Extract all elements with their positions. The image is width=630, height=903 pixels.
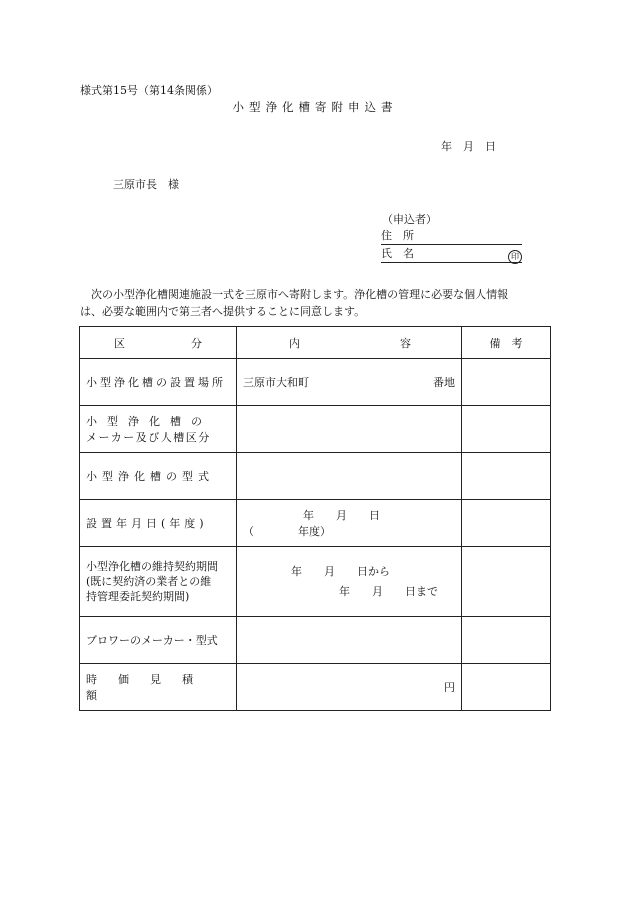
install-date-label-text: 設置年月日(年度): [86, 517, 208, 530]
header-remarks: 備 考: [462, 327, 551, 359]
form-number: 様式第15号（第14条関係）: [80, 84, 218, 97]
model-content[interactable]: [237, 453, 462, 500]
consent-statement: [80, 286, 550, 320]
header-content-2: 容: [400, 336, 411, 350]
model-remarks[interactable]: [462, 453, 551, 500]
seal-mark: 印: [508, 250, 522, 264]
install-date-content[interactable]: [237, 500, 462, 547]
market-value-content[interactable]: [237, 664, 462, 711]
table-row: [80, 359, 551, 406]
blower-label: [80, 617, 237, 664]
maker-label-line-2: メーカー及び人槽区分: [86, 431, 211, 444]
model-label-text: 小型浄化槽の型式: [86, 470, 214, 483]
maintenance-from: 年 月 日から: [291, 564, 390, 578]
document-title: 小型浄化槽寄附申込書: [232, 100, 398, 114]
name-field[interactable]: [381, 248, 522, 263]
blower-label-text: ブロワーのメーカー・型式: [86, 634, 218, 647]
market-value-remarks[interactable]: [462, 664, 551, 711]
header-category-2: 分: [191, 336, 202, 350]
addressee: 三原市長 様: [113, 178, 179, 191]
maker-remarks[interactable]: [462, 406, 551, 453]
location-city: 三原市大和町: [243, 376, 309, 389]
header-category: [80, 327, 237, 359]
name-label: 氏 名: [381, 247, 414, 260]
address-label: 住 所: [381, 229, 414, 242]
header-content-1: 内: [289, 336, 300, 350]
install-date-label: [80, 500, 237, 547]
market-value-label: [80, 664, 237, 711]
install-date-remarks[interactable]: [462, 500, 551, 547]
table-header-row: [80, 327, 551, 359]
maker-label-line-1: 小型浄化槽の: [86, 415, 212, 428]
blower-remarks[interactable]: [462, 617, 551, 664]
table-row: [80, 664, 551, 711]
maintenance-label-line-2: (既に契約済の業者との維: [86, 575, 212, 588]
maintenance-content[interactable]: [237, 547, 462, 617]
model-label: [80, 453, 237, 500]
location-content[interactable]: [237, 359, 462, 406]
location-banchi: 番地: [433, 376, 455, 389]
market-value-label-text: 時価見積額: [86, 673, 214, 702]
maintenance-remarks[interactable]: [462, 547, 551, 617]
table-row: [80, 500, 551, 547]
maintenance-label-line-3: 持管理委託契約期間): [86, 590, 190, 603]
market-value-yen: 円: [444, 681, 455, 694]
maintenance-to: 年 月 日まで: [339, 584, 438, 598]
maintenance-label-line-1: 小型浄化槽の維持契約期間: [86, 560, 218, 573]
maintenance-label: [80, 547, 237, 617]
header-category-1: 区: [114, 336, 125, 350]
table-row: [80, 617, 551, 664]
location-label: [80, 359, 237, 406]
blower-content[interactable]: [237, 617, 462, 664]
maker-content[interactable]: [237, 406, 462, 453]
table-row: [80, 406, 551, 453]
table-row: [80, 547, 551, 617]
date-line: 年 月 日: [441, 140, 496, 153]
statement-line-1: 次の小型浄化槽関連施設一式を三原市へ寄附します。浄化槽の管理に必要な個人情報: [80, 288, 509, 301]
header-content: [237, 327, 462, 359]
table-row: [80, 453, 551, 500]
statement-line-2: は、必要な範囲内で第三者へ提供することに同意します。: [80, 305, 366, 318]
location-label-text: 小型浄化槽の設置場所: [86, 376, 226, 389]
address-field[interactable]: [381, 230, 522, 245]
install-date-line-1: 年 月 日: [303, 509, 380, 522]
install-date-line-2: （ 年度）: [243, 525, 331, 538]
donation-table: [79, 326, 551, 711]
applicant-label: （申込者）: [382, 213, 437, 226]
location-remarks[interactable]: [462, 359, 551, 406]
maker-label: [80, 406, 237, 453]
